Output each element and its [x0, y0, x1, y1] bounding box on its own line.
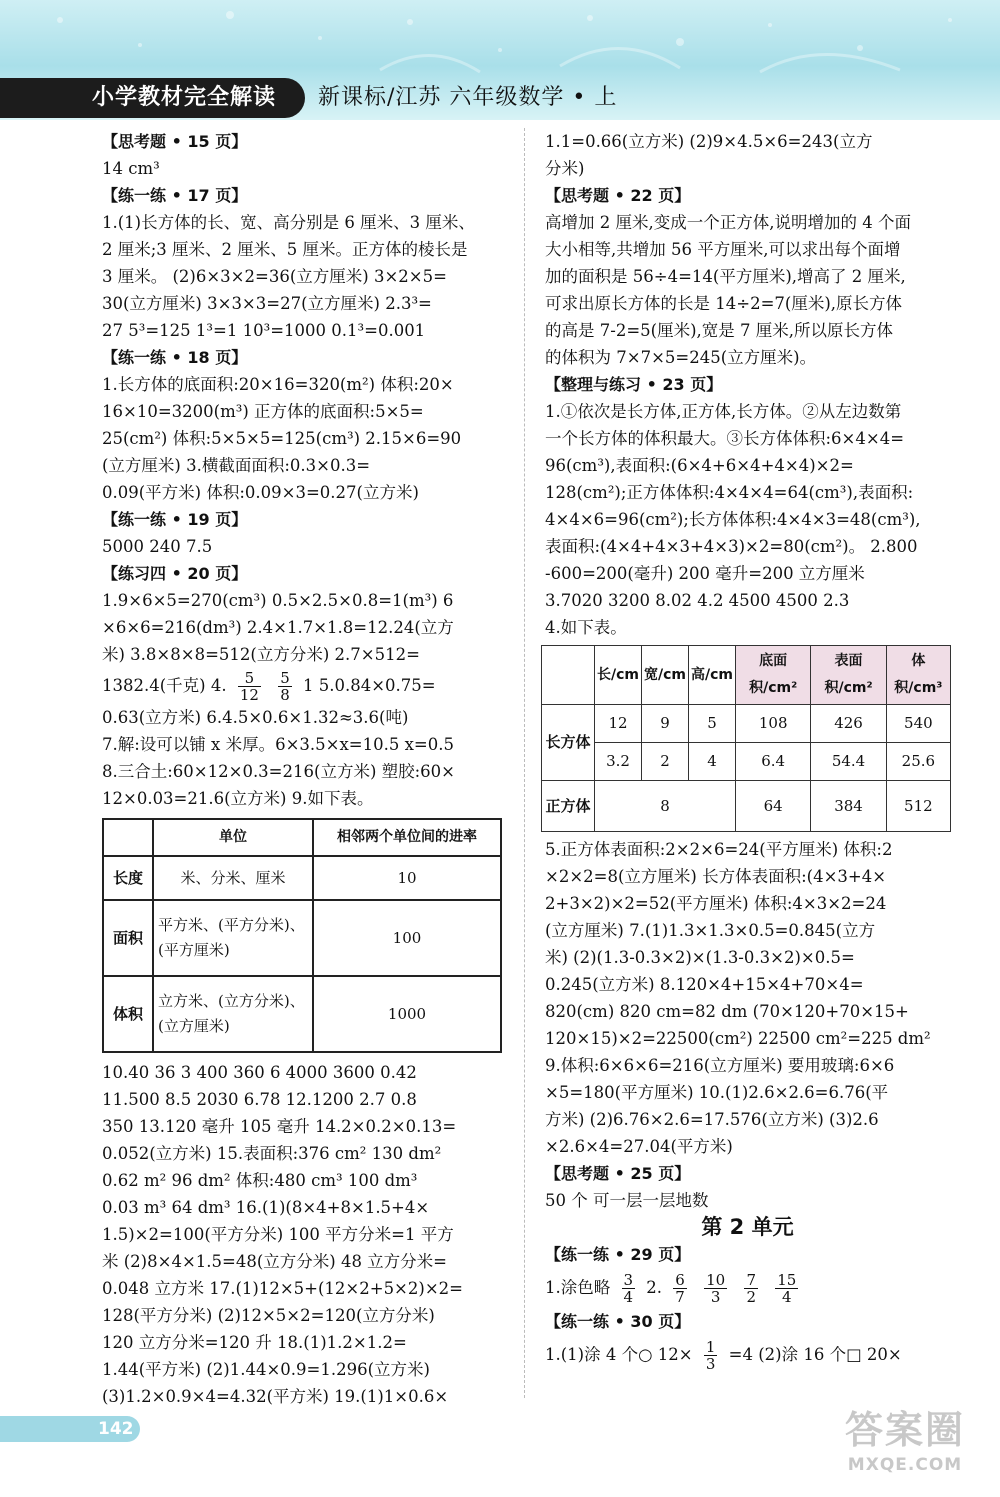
table-cell: 1000	[313, 976, 501, 1052]
table-cell: 384	[811, 781, 886, 832]
denominator: 12	[239, 686, 259, 704]
answer-text: 1 5.0.84×0.75=	[303, 676, 436, 695]
answer-text: 1.(1)涂 4 个	[545, 1345, 639, 1364]
table-cell: 米、分米、厘米	[153, 856, 313, 900]
answer-line: 0.052(立方米) 15.表面积:376 cm² 130 dm²	[102, 1144, 442, 1163]
answer-line: 50 个 可一层一层地数	[545, 1191, 709, 1210]
fraction	[775, 1272, 798, 1305]
answer-line: 1.5)×2=100(平方分米) 100 平方分米=1 平方	[102, 1225, 454, 1244]
answer-line: 米 (2)8×4×1.5=48(立方分米) 48 立方分米=	[102, 1252, 448, 1271]
table-cell: 长方体	[542, 705, 595, 781]
answer-line: 1.44(平方米) (2)1.44×0.9=1.296(立方米)	[102, 1360, 430, 1379]
fraction	[238, 670, 261, 703]
answer-line: 1.长方体的底面积:20×16=320(m²) 体积:20×	[102, 375, 454, 394]
answer-line: 0.048 立方米 17.(1)12×5+(12×2+5×2)×2=	[102, 1279, 463, 1298]
table-header-row	[542, 646, 951, 705]
table-header-blank	[103, 819, 153, 856]
answer-line: 一个长方体的体积最大。③长方体体积:6×4×4=	[545, 429, 905, 448]
answer-line: 1.(1)长方体的长、宽、高分别是 6 厘米、3 厘米、	[102, 213, 475, 232]
answer-line: 96(cm³),表面积:(6×4+6×4+4×4)×2=	[545, 456, 854, 475]
answer-line: 5.正方体表面积:2×2×6=24(平方厘米) 体积:2	[545, 840, 893, 859]
table-row	[542, 743, 951, 781]
section-heading: 【练一练 • 29 页】	[545, 1245, 691, 1264]
table-cell: 12	[595, 705, 642, 743]
answer-line: 加的面积是 56÷4=14(平方厘米),增高了 2 厘米,	[545, 267, 906, 286]
answer-line: 27 5³=125 1³=1 10³=1000 0.1³=0.001	[102, 321, 426, 340]
table-row	[542, 781, 951, 832]
table-cell: 面积	[103, 900, 153, 976]
answer-line: 1.①依次是长方体,正方体,长方体。②从左边数第	[545, 402, 902, 421]
book-subtitle: 新课标/江苏 六年级数学 • 上	[318, 85, 618, 110]
answer-line: 11.500 8.5 2030 6.78 12.1200 2.7 0.8	[102, 1090, 417, 1109]
numerator: 1	[705, 1338, 716, 1356]
answer-text: 20×	[861, 1345, 902, 1364]
answer-line: 1.9×6×5=270(cm³) 0.5×2.5×0.8=1(m³) 6	[102, 591, 454, 610]
answer-line: 14 cm³	[102, 159, 160, 178]
table-cell: 108	[736, 705, 811, 743]
table-cell: 540	[886, 705, 950, 743]
watermark-url: MXQE.COM	[847, 1455, 963, 1475]
section-heading: 【思考题 • 15 页】	[102, 132, 248, 151]
fraction	[704, 1339, 718, 1372]
table-cell: 6.4	[736, 743, 811, 781]
table-cell: 100	[313, 900, 501, 976]
table-cell: 54.4	[811, 743, 886, 781]
section-heading: 【思考题 • 22 页】	[545, 186, 691, 205]
fraction	[622, 1272, 636, 1305]
denominator: 8	[280, 686, 290, 704]
table-row	[103, 976, 501, 1052]
fraction	[744, 1272, 758, 1305]
section-heading: 【练一练 • 30 页】	[545, 1312, 691, 1331]
table-header: 表面积/cm²	[811, 646, 886, 705]
answer-line: 5000 240 7.5	[102, 537, 213, 556]
answer-text: 2.	[646, 1278, 663, 1297]
answer-line: 9.体积:6×6×6=216(立方厘米) 要用玻璃:6×6	[545, 1056, 895, 1075]
answer-line: 0.03 m³ 64 dm³ 16.(1)(8×4+8×1.5+4×	[102, 1198, 430, 1217]
answer-line: -600=200(毫升) 200 毫升=200 立方厘米	[545, 564, 865, 583]
numerator: 10	[706, 1271, 726, 1289]
answer-text: 1382.4(千克) 4.	[102, 676, 227, 695]
table-cell: 2	[642, 743, 689, 781]
answer-line: ×6×6=216(dm³) 2.4×1.7×1.8=12.24(立方	[102, 618, 454, 637]
section-heading: 【练一练 • 19 页】	[102, 510, 248, 529]
answer-line: 可求出原长方体的长是 14÷2=7(厘米),原长方体	[545, 294, 903, 313]
table-row	[542, 705, 951, 743]
answer-line: ×2×2=8(立方厘米) 长方体表面积:(4×3+4×	[545, 867, 887, 886]
answer-line: 350 13.120 毫升 105 毫升 14.2×0.2×0.13=	[102, 1117, 457, 1136]
left-column	[102, 128, 507, 1410]
page-number: 142	[0, 1416, 140, 1442]
answer-line: 8.三合土:60×12×0.3=216(立方米) 塑胶:60×	[102, 762, 456, 781]
table-cell: 512	[886, 781, 950, 832]
table-header-blank	[542, 646, 595, 705]
right-column	[545, 128, 950, 1375]
table-row	[103, 900, 501, 976]
table-cell: 体积	[103, 976, 153, 1052]
answer-line: 2 厘米;3 厘米、2 厘米、5 厘米。正方体的棱长是	[102, 240, 468, 259]
answer-line: 128(平方分米) (2)12×5×2=120(立方分米)	[102, 1306, 435, 1325]
answer-line: 大小相等,共增加 56 平方厘米,可以求出每个面增	[545, 240, 901, 259]
table-cell: 4	[689, 743, 736, 781]
answer-line: 2+3×2)×2=52(平方厘米) 体积:4×3×2=24	[545, 894, 887, 913]
denominator: 3	[710, 1288, 721, 1306]
table-cell: 8	[595, 781, 736, 832]
answer-line: 120 立方分米=120 升 18.(1)1.2×1.2=	[102, 1333, 407, 1352]
denominator: 4	[623, 1288, 634, 1306]
answer-line: 3.7020 3200 8.02 4.2 4500 4500 2.3	[545, 591, 850, 610]
table-cell: 64	[736, 781, 811, 832]
table-header-row	[103, 819, 501, 856]
numerator: 15	[777, 1271, 797, 1289]
answer-line: 120×15)×2=22500(cm²) 22500 cm²=225 dm²	[545, 1029, 931, 1048]
denominator: 2	[746, 1288, 756, 1306]
answer-line-fractions	[102, 668, 507, 704]
table-header: 长/cm	[595, 646, 642, 705]
answer-line: ×5=180(平方厘米) 10.(1)2.6×2.6=6.76(平	[545, 1083, 889, 1102]
answer-line: 7.解:设可以铺 x 米厚。6×3.5×x=10.5 x=0.5	[102, 735, 454, 754]
table-header: 体积/cm³	[886, 646, 950, 705]
numerator: 5	[238, 670, 261, 687]
table-header: 底面积/cm²	[736, 646, 811, 705]
answer-line: 的体积为 7×7×5=245(立方厘米)。	[545, 348, 817, 367]
answer-text: 1.涂色略	[545, 1278, 611, 1297]
answer-line: 4×4×6=96(cm²);长方体体积:4×4×3=48(cm³),	[545, 510, 921, 529]
answer-line: 1.1=0.66(立方米) (2)9×4.5×6=243(立方	[545, 132, 873, 151]
column-divider	[524, 128, 525, 1398]
section-heading: 【练习四 • 20 页】	[102, 564, 248, 583]
circle-icon: ○	[638, 1345, 653, 1364]
fraction	[704, 1272, 727, 1305]
square-icon: □	[846, 1345, 862, 1364]
answer-line: 128(cm²);正方体体积:4×4×4=64(cm³),表面积:	[545, 483, 914, 502]
answer-line: 820(cm) 820 cm=82 dm (70×120+70×15+	[545, 1002, 909, 1021]
answer-line: 0.245(立方米) 8.120×4+15×4+70×4=	[545, 975, 864, 994]
fraction	[673, 1272, 687, 1305]
table-cell: 3.2	[595, 743, 642, 781]
answer-line: 4.如下表。	[545, 618, 627, 637]
answer-line: 分米)	[545, 159, 585, 178]
numerator: 6	[675, 1271, 685, 1289]
answer-line: 方米) (2)6.76×2.6=17.576(立方米) (3)2.6	[545, 1110, 879, 1129]
fraction	[278, 670, 292, 703]
answer-line: (立方厘米) 7.(1)1.3×1.3×0.5=0.845(立方	[545, 921, 876, 940]
answer-line: 0.09(平方米) 体积:0.09×3=0.27(立方米)	[102, 483, 419, 502]
answer-line: ×2.6×4=27.04(平方米)	[545, 1137, 733, 1156]
numerator: 7	[746, 1271, 756, 1289]
section-heading: 【练一练 • 18 页】	[102, 348, 248, 367]
denominator: 4	[782, 1288, 792, 1306]
table-cell: 立方米、(立方分米)、(立方厘米)	[153, 976, 313, 1052]
answer-line: 12×0.03=21.6(立方米) 9.如下表。	[102, 789, 374, 808]
table-header: 宽/cm	[642, 646, 689, 705]
watermark-logo-text: 答案圈	[844, 1408, 965, 1452]
answer-line: 30(立方厘米) 3×3×3=27(立方厘米) 2.3³=	[102, 294, 432, 313]
brand-title: 小学教材完全解读	[0, 78, 305, 118]
unit-heading: 第 2 单元	[701, 1215, 794, 1239]
numerator: 3	[623, 1271, 634, 1289]
answer-line: 16×10=3200(m³) 正方体的底面积:5×5=	[102, 402, 424, 421]
table-cell: 平方米、(平方分米)、(平方厘米)	[153, 900, 313, 976]
table-header: 高/cm	[689, 646, 736, 705]
section-heading: 【整理与练习 • 23 页】	[545, 375, 723, 394]
answer-line: 10.40 36 3 400 360 6 4000 3600 0.42	[102, 1063, 417, 1082]
numerator: 5	[280, 669, 290, 687]
denominator: 7	[675, 1288, 685, 1306]
unit-conversion-table	[102, 818, 502, 1053]
answer-line: 表面积:(4×4+4×3+4×3)×2=80(cm²)。 2.800	[545, 537, 918, 556]
answer-line: 米) 3.8×8×8=512(立方分米) 2.7×512=	[102, 645, 420, 664]
header-banner	[0, 0, 1000, 120]
answer-line: 0.63(立方米) 6.4.5×0.6×1.32≈3.6(吨)	[102, 708, 409, 727]
table-cell: 25.6	[886, 743, 950, 781]
table-cell: 5	[689, 705, 736, 743]
answer-line: 25(cm²) 体积:5×5×5=125(cm³) 2.15×6=90	[102, 429, 462, 448]
table-cell: 426	[811, 705, 886, 743]
answer-line: 的高是 7-2=5(厘米),宽是 7 厘米,所以原长方体	[545, 321, 893, 340]
table-cell: 10	[313, 856, 501, 900]
answer-line: 米) (2)(1.3-0.3×2)×(1.3-0.3×2)×0.5=	[545, 948, 855, 967]
answer-line-fractions	[545, 1335, 950, 1375]
table-cell: 正方体	[542, 781, 595, 832]
answer-line: (3)1.2×0.9×4=4.32(平方米) 19.(1)1×0.6×	[102, 1387, 449, 1406]
table-cell: 长度	[103, 856, 153, 900]
answer-line: 高增加 2 厘米,变成一个正方体,说明增加的 4 个面	[545, 213, 911, 232]
solid-dimensions-table	[541, 645, 951, 832]
table-header: 相邻两个单位间的进率	[313, 819, 501, 856]
section-heading: 【练一练 • 17 页】	[102, 186, 248, 205]
table-cell: 9	[642, 705, 689, 743]
answer-line: 0.62 m² 96 dm² 体积:480 cm³ 100 dm³	[102, 1171, 418, 1190]
denominator: 3	[705, 1355, 716, 1373]
section-heading: 【思考题 • 25 页】	[545, 1164, 691, 1183]
site-watermark	[820, 1405, 990, 1493]
answer-line: (立方厘米) 3.横截面面积:0.3×0.3=	[102, 456, 371, 475]
answer-line: 3 厘米。 (2)6×3×2=36(立方厘米) 3×2×5=	[102, 267, 447, 286]
answer-text: =4 (2)涂 16 个	[728, 1345, 847, 1364]
table-row	[103, 856, 501, 900]
answer-text: 12×	[652, 1345, 693, 1364]
table-header: 单位	[153, 819, 313, 856]
answer-line-fractions	[545, 1268, 950, 1308]
